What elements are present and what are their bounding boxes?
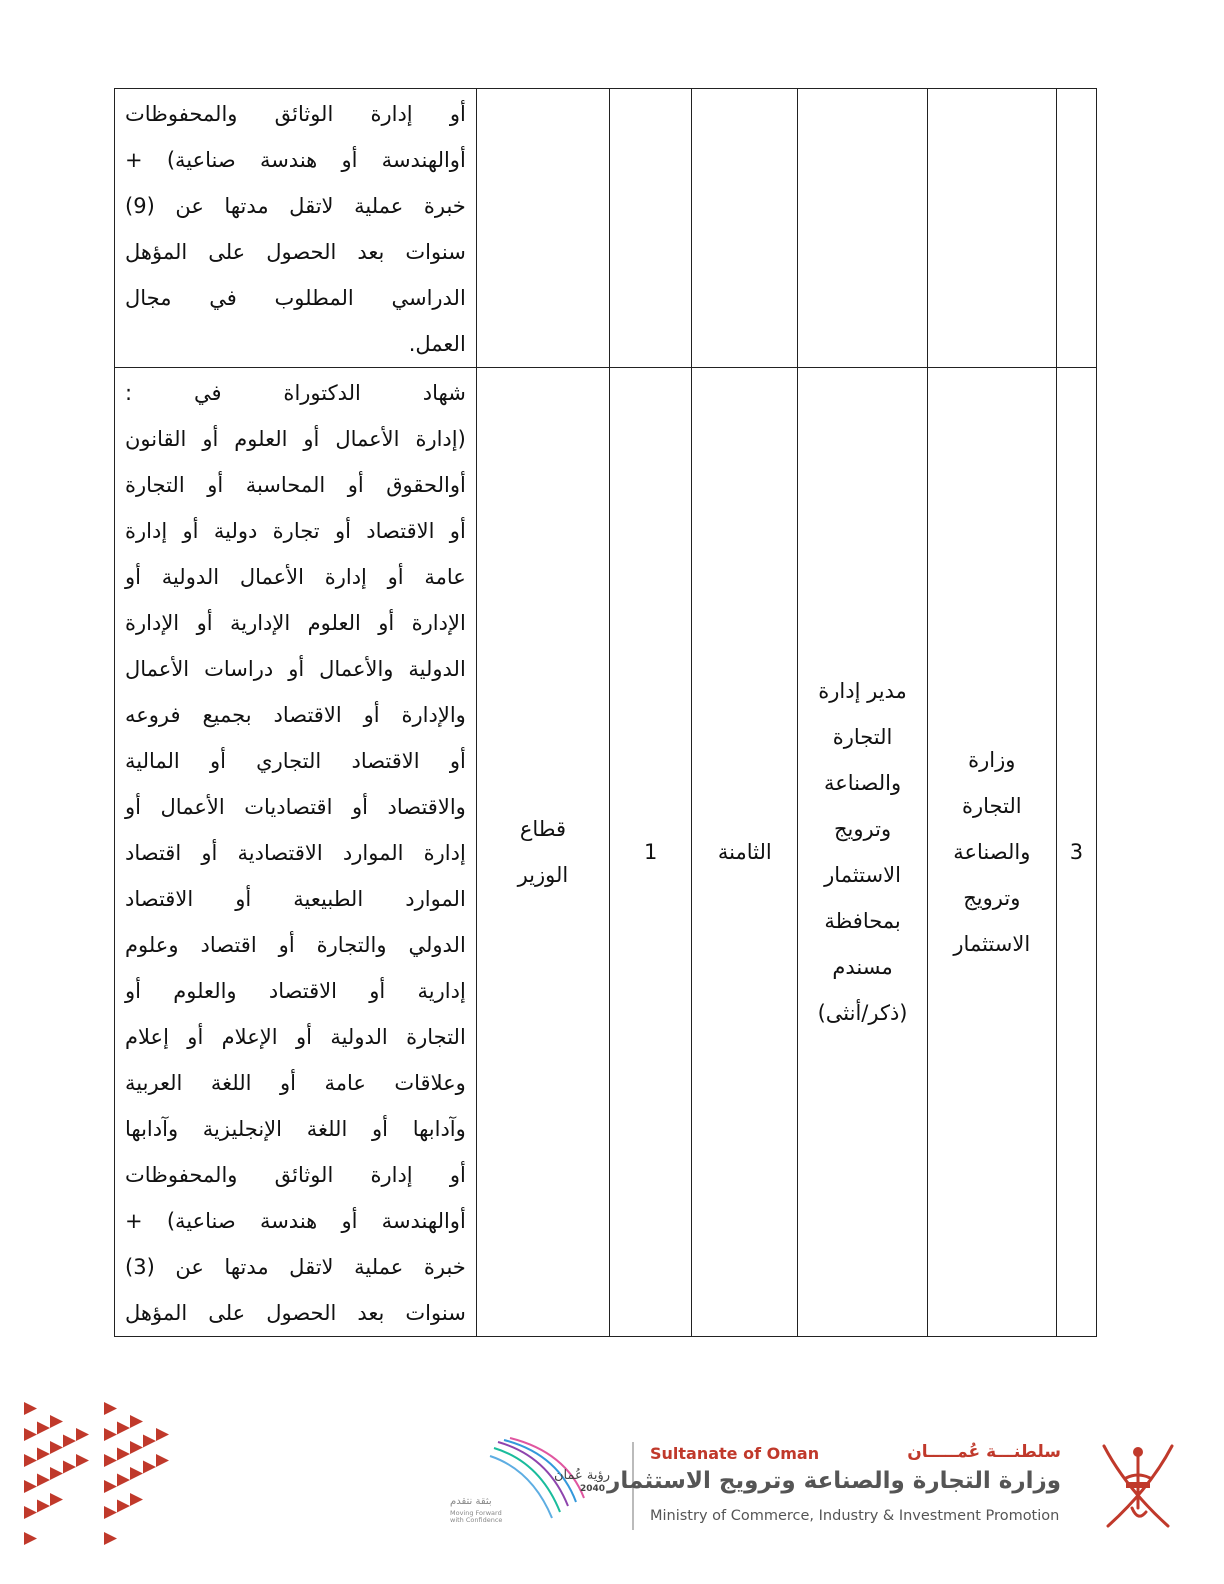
requirement-line: الإدارة أو العلوم الإدارية أو الإدارة	[125, 611, 466, 635]
cell-line: التجارة	[961, 794, 1022, 818]
triangle-shape	[76, 1428, 89, 1441]
vision-slogan-ar: بثقة نتقدم	[450, 1496, 492, 1507]
requirement-line: إدارية أو الاقتصاد والعلوم أو	[125, 979, 466, 1003]
triangle-shape	[24, 1402, 37, 1415]
requirement-line: أوالهندسة أو هندسة صناعية) +	[125, 1209, 466, 1233]
requirement-line: شهاد الدكتوراة في :	[125, 381, 466, 405]
requirement-line: سنوات بعد الحصول على المؤهل	[125, 240, 466, 264]
triangle-shape	[130, 1441, 143, 1454]
cell-line: مدير إدارة	[818, 679, 907, 703]
cell-line: الاستثمار	[953, 932, 1031, 956]
triangle-shape	[37, 1474, 50, 1487]
triangle-shape	[117, 1448, 130, 1461]
requirement-line: العمل.	[408, 332, 466, 356]
triangle-shape	[104, 1428, 117, 1441]
requirements-text	[125, 370, 466, 1336]
triangle-shape	[104, 1402, 117, 1415]
triangle-shape	[50, 1441, 63, 1454]
triangle-shape	[24, 1506, 37, 1519]
cell-line: والصناعة	[953, 840, 1031, 864]
cell-line: الوزير	[517, 863, 569, 887]
cell-job-title	[798, 89, 927, 368]
cell-line: وترويج	[833, 817, 892, 841]
requirement-line: أو إدارة الوثائق والمحفوظات	[125, 102, 466, 126]
vision-title-ar: رؤية عُمان	[554, 1468, 611, 1483]
requirement-line: (إدارة الأعمال أو العلوم أو القانون	[125, 427, 466, 451]
cell-count: 1	[610, 368, 692, 1337]
requirements-text	[125, 91, 466, 367]
triangle-shape	[117, 1474, 130, 1487]
triangle-shape	[63, 1435, 76, 1448]
triangle-shape	[156, 1454, 169, 1467]
sultanate-name-ar: سلطنـــة عُمـــــان	[907, 1442, 1061, 1462]
cell-count	[610, 89, 692, 368]
requirement-line: أو الاقتصاد التجاري أو المالية	[125, 749, 466, 773]
triangle-shape	[117, 1500, 130, 1513]
triangle-shape	[50, 1415, 63, 1428]
triangle-shape	[117, 1422, 130, 1435]
cell-line: مسندم	[832, 955, 893, 979]
triangle-shape	[50, 1493, 63, 1506]
cell-line: الاستثمار	[824, 863, 901, 887]
cell-grade: الثامنة	[692, 368, 798, 1337]
triangle-shape	[37, 1422, 50, 1435]
requirement-line: الدراسي المطلوب في مجال	[125, 286, 466, 310]
triangle-shape	[76, 1454, 89, 1467]
requirement-line: خبرة عملية لاتقل مدتها عن (9)	[125, 194, 466, 218]
cell-requirements	[115, 368, 477, 1337]
requirement-line: خبرة عملية لاتقل مدتها عن (3)	[125, 1255, 466, 1279]
requirement-line: والإدارة أو الاقتصاد بجميع فروعه	[125, 703, 466, 727]
cell-sector	[476, 368, 609, 1337]
triangle-shape	[50, 1467, 63, 1480]
triangle-shape	[37, 1448, 50, 1461]
oman-emblem-icon	[1096, 1438, 1180, 1534]
vision-year: 2040	[580, 1484, 606, 1494]
requirement-line: الموارد الطبيعية أو الاقتصاد	[125, 887, 466, 911]
ministry-name-ar: وزارة التجارة والصناعة وترويج الاستثمار	[607, 1468, 1061, 1494]
triangle-shape	[24, 1532, 37, 1545]
requirement-line: أوالهندسة أو هندسة صناعية) +	[125, 148, 466, 172]
requirement-line: الدولي والتجارة أو اقتصاد وعلوم	[125, 933, 466, 957]
cell-requirements	[115, 89, 477, 368]
cell-line: قطاع	[519, 817, 567, 841]
ministry-name-en: Ministry of Commerce, Industry & Investment Promotion	[650, 1508, 1060, 1524]
cell-line: (ذكر/أنثى)	[817, 1001, 908, 1025]
requirement-line: الدولية والأعمال أو دراسات الأعمال	[125, 657, 466, 681]
cell-line: والصناعة	[823, 771, 902, 795]
cell-line: التجارة	[832, 725, 893, 749]
requirement-line: إدارة الموارد الاقتصادية أو اقتصاد	[125, 841, 466, 865]
oman-vision-logo	[448, 1436, 624, 1528]
triangle-shape	[37, 1500, 50, 1513]
triangle-shape	[143, 1435, 156, 1448]
cell-entity	[927, 368, 1056, 1337]
triangle-shape	[130, 1467, 143, 1480]
triangle-shape	[24, 1454, 37, 1467]
triangle-shape	[104, 1532, 117, 1545]
cell-sector	[476, 89, 609, 368]
cell-entity	[927, 89, 1056, 368]
cell-line: وترويج	[963, 886, 1021, 910]
triangle-shape	[130, 1415, 143, 1428]
cell-line: وزارة	[968, 748, 1016, 772]
sultanate-name-en: Sultanate of Oman	[650, 1444, 820, 1463]
cell-job-title	[798, 368, 927, 1337]
triangle-shape	[104, 1506, 117, 1519]
triangle-shape	[24, 1428, 37, 1441]
requirement-line: أو الاقتصاد أو تجارة دولية أو إدارة	[125, 519, 466, 543]
cell-line: بمحافظة	[824, 909, 901, 933]
triangle-pattern-decoration	[24, 1398, 194, 1554]
triangle-shape	[63, 1461, 76, 1474]
vision-slogan-en: Moving Forward with Confidence	[450, 1509, 503, 1524]
ministry-logo-block	[607, 1442, 1079, 1530]
table-row	[115, 368, 1097, 1337]
job-table	[114, 88, 1097, 1337]
requirement-line: أوالحقوق أو المحاسبة أو التجارة	[125, 473, 466, 497]
cell-number: 3	[1056, 368, 1096, 1337]
triangle-shape	[104, 1454, 117, 1467]
triangle-shape	[156, 1428, 169, 1441]
cell-grade	[692, 89, 798, 368]
table-row	[115, 89, 1097, 368]
requirement-line: سنوات بعد الحصول على المؤهل	[125, 1301, 466, 1325]
triangle-shape	[24, 1480, 37, 1493]
triangle-shape	[143, 1461, 156, 1474]
triangle-shape	[104, 1480, 117, 1493]
requirement-line: التجارة الدولية أو الإعلام أو إعلام	[125, 1025, 466, 1049]
triangle-shape	[130, 1493, 143, 1506]
requirement-line: وآدابها أو اللغة الإنجليزية وآدابها	[125, 1117, 466, 1141]
requirement-line: وعلاقات عامة أو اللغة العربية	[125, 1071, 466, 1095]
requirement-line: والاقتصاد أو اقتصاديات الأعمال أو	[125, 795, 466, 819]
cell-number	[1056, 89, 1096, 368]
requirement-line: عامة أو إدارة الأعمال الدولية أو	[125, 565, 466, 589]
requirement-line: أو إدارة الوثائق والمحفوظات	[125, 1163, 466, 1187]
